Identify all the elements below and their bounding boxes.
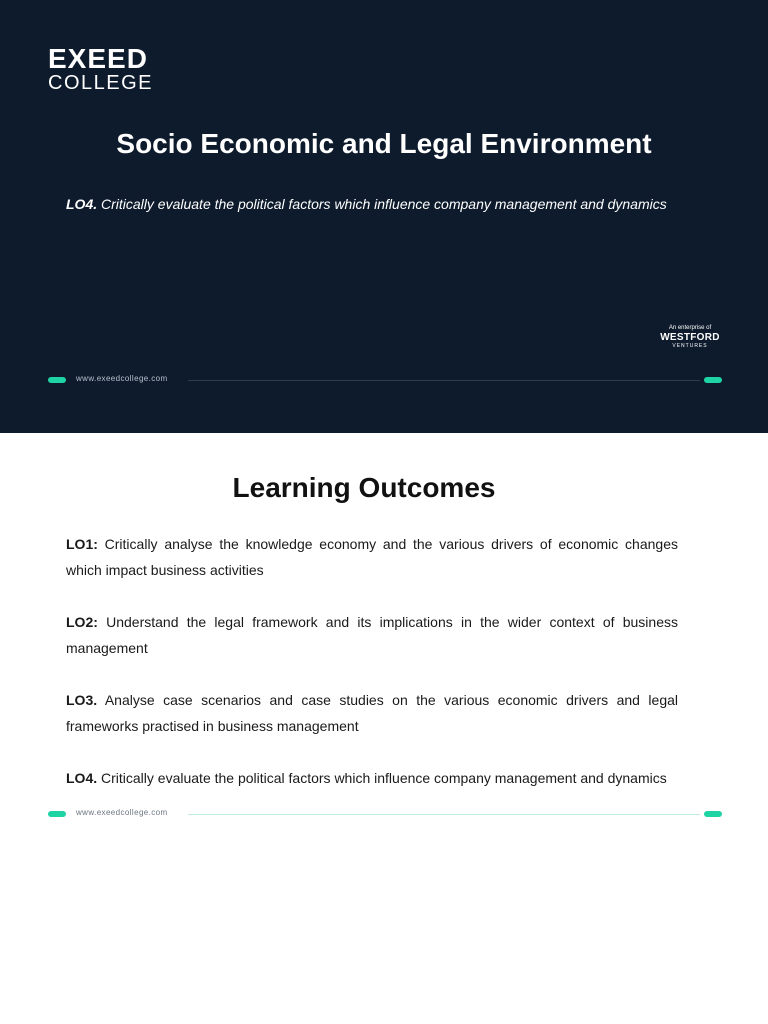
- outcome-text: Critically analyse the knowledge economy and the various drivers of economic changes which impact business activities: [66, 536, 678, 578]
- lo-tag: LO4.: [66, 196, 98, 212]
- outcome-tag: LO1:: [66, 536, 98, 552]
- outcome-lo4: [66, 765, 678, 791]
- outcome-lo1: [66, 531, 678, 583]
- logo-sub: COLLEGE: [48, 72, 153, 94]
- outcome-text: Critically evaluate the political factors which influence company management and dynamics: [97, 770, 667, 786]
- title-slide: [0, 0, 768, 433]
- outcome-tag: LO4.: [66, 770, 98, 786]
- footer-divider: [188, 814, 700, 815]
- footer-divider: [188, 380, 700, 381]
- outcome-tag: LO2:: [66, 614, 98, 630]
- footer-url[interactable]: www.exeedcollege.com: [76, 374, 168, 383]
- logo-brand: EXEED: [48, 43, 148, 74]
- slide-title: Socio Economic and Legal Environment: [116, 128, 652, 159]
- partner-line-2: WESTFORD: [660, 332, 720, 343]
- slide-footer: [48, 374, 722, 385]
- footer-accent-right: [704, 811, 722, 817]
- footer-accent-left: [48, 377, 66, 383]
- footer-accent-left: [48, 811, 66, 817]
- footer-url[interactable]: www.exeedcollege.com: [76, 808, 168, 817]
- footer-accent-right: [704, 377, 722, 383]
- exeed-college-logo: [48, 43, 162, 94]
- outcome-text: Analyse case scenarios and case studies on the various economic drivers and legal frameworks practised in business management: [66, 692, 678, 734]
- westford-ventures-logo: [655, 325, 725, 349]
- outcome-lo3: [66, 687, 678, 739]
- partner-line-3: VENTURES: [672, 343, 708, 349]
- learning-outcomes-heading: Learning Outcomes: [232, 472, 496, 503]
- outcome-lo2: [66, 609, 678, 661]
- outcome-text: Understand the legal framework and its implications in the wider context of business management: [66, 614, 678, 656]
- slide-learning-outcome: [66, 196, 746, 212]
- outcome-tag: LO3.: [66, 692, 98, 708]
- slide-footer: [48, 808, 722, 819]
- lo-text: Critically evaluate the political factors which influence company management and dynamics: [97, 196, 667, 212]
- partner-line-1: An enterprise of: [668, 325, 712, 331]
